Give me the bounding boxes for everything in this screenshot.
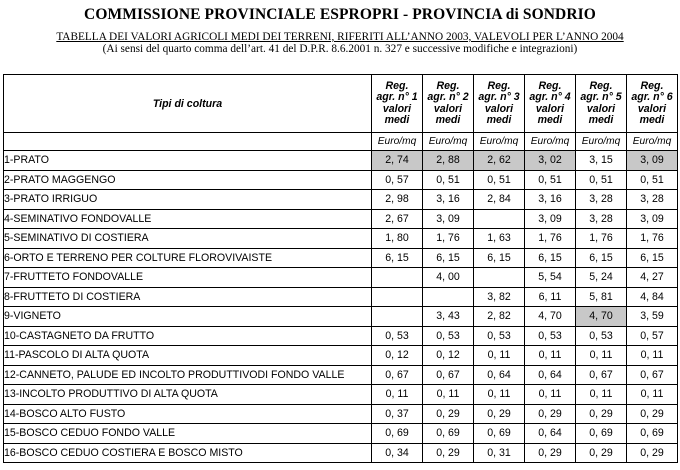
- header-line: Reg.: [436, 79, 460, 92]
- value-cell-region-6: 0, 51: [627, 170, 678, 190]
- value-cell-region-4: 0, 11: [525, 385, 576, 405]
- value-cell-region-4: 3, 16: [525, 190, 576, 210]
- value-cell-region-2: 0, 12: [423, 346, 474, 366]
- value-cell-region-6: 6, 15: [627, 248, 678, 268]
- table-row: [4, 170, 678, 190]
- unit-cell: Euro/mq: [576, 133, 627, 151]
- table-row: [4, 268, 678, 288]
- value-cell-region-1: [372, 307, 423, 327]
- value-cell-region-5: 0, 51: [576, 170, 627, 190]
- value-cell-region-6: 3, 09: [627, 209, 678, 229]
- value-cell-region-6: 0, 11: [627, 346, 678, 366]
- value-cell-region-2: 0, 53: [423, 326, 474, 346]
- value-cell-region-2: 3, 16: [423, 190, 474, 210]
- crop-type-cell: 13-INCOLTO PRODUTTIVO DI ALTA QUOTA: [4, 385, 372, 405]
- crop-type-cell: 10-CASTAGNETO DA FRUTTO: [4, 326, 372, 346]
- unit-cell: Euro/mq: [474, 133, 525, 151]
- column-header-region-5: [576, 75, 627, 133]
- value-cell-region-4: 1, 76: [525, 229, 576, 249]
- value-cell-region-6: 1, 76: [627, 229, 678, 249]
- value-cell-region-4: 0, 51: [525, 170, 576, 190]
- header-line: medi: [435, 114, 461, 126]
- value-cell-region-2: 0, 29: [423, 443, 474, 463]
- unit-cell: Euro/mq: [423, 133, 474, 151]
- value-cell-region-6: 0, 11: [627, 385, 678, 405]
- value-cell-region-1: 0, 57: [372, 170, 423, 190]
- value-cell-region-3: 0, 64: [474, 365, 525, 385]
- value-cell-region-2: [423, 287, 474, 307]
- table-body: [4, 151, 678, 463]
- header-line: medi: [384, 114, 410, 126]
- document-subtitle: TABELLA DEI VALORI AGRICOLI MEDI DEI TERRENI, RIFERITI ALL’ANNO 2003, VALEVOLI PER L’ANNO 2004: [56, 31, 624, 43]
- header-line: valori: [586, 102, 616, 115]
- column-header-region-3: [474, 75, 525, 133]
- unit-cell: Euro/mq: [372, 133, 423, 151]
- value-cell-region-4: 0, 64: [525, 424, 576, 444]
- table-row: [4, 190, 678, 210]
- header-line: Reg.: [640, 79, 664, 92]
- crop-type-cell: 9-VIGNETO: [4, 307, 372, 327]
- value-cell-region-2: 0, 11: [423, 385, 474, 405]
- value-cell-region-1: 0, 12: [372, 346, 423, 366]
- value-cell-region-4: 3, 02: [525, 151, 576, 171]
- value-cell-region-5: 1, 76: [576, 229, 627, 249]
- value-cell-region-6: 0, 67: [627, 365, 678, 385]
- header-line: medi: [639, 114, 665, 126]
- value-cell-region-4: 0, 29: [525, 443, 576, 463]
- value-cell-region-3: 2, 84: [474, 190, 525, 210]
- value-cell-region-6: 0, 29: [627, 404, 678, 424]
- value-cell-region-3: 0, 11: [474, 346, 525, 366]
- table-row: [4, 404, 678, 424]
- value-cell-region-3: 0, 69: [474, 424, 525, 444]
- value-cell-region-5: 6, 15: [576, 248, 627, 268]
- value-cell-region-5: 0, 69: [576, 424, 627, 444]
- header-line: Reg.: [487, 79, 511, 92]
- crop-type-cell: 6-ORTO E TERRENO PER COLTURE FLOROVIVAISTE: [4, 248, 372, 268]
- value-cell-region-2: 0, 69: [423, 424, 474, 444]
- value-cell-region-4: 0, 53: [525, 326, 576, 346]
- value-cell-region-3: 3, 82: [474, 287, 525, 307]
- value-cell-region-4: 3, 09: [525, 209, 576, 229]
- column-header-crop-type: Tipi di coltura: [4, 75, 372, 133]
- crop-type-cell: 4-SEMINATIVO FONDOVALLE: [4, 209, 372, 229]
- table-row: [4, 326, 678, 346]
- header-line: Reg.: [589, 79, 613, 92]
- table-row: [4, 151, 678, 171]
- column-header-region-1: [372, 75, 423, 133]
- value-cell-region-3: 0, 29: [474, 404, 525, 424]
- value-cell-region-5: 5, 81: [576, 287, 627, 307]
- unit-cell: Euro/mq: [627, 133, 678, 151]
- table-row: [4, 209, 678, 229]
- value-cell-region-1: 6, 15: [372, 248, 423, 268]
- crop-type-cell: 5-SEMINATIVO DI COSTIERA: [4, 229, 372, 249]
- value-cell-region-2: 4, 00: [423, 268, 474, 288]
- crop-type-cell: 1-PRATO: [4, 151, 372, 171]
- value-cell-region-6: 4, 27: [627, 268, 678, 288]
- value-cell-region-6: 0, 57: [627, 326, 678, 346]
- value-cell-region-1: 0, 67: [372, 365, 423, 385]
- header-line: agr. n° 2: [427, 91, 469, 103]
- table-header-row: [4, 75, 678, 133]
- header-line: agr. n° 3: [478, 91, 520, 103]
- crop-type-cell: 15-BOSCO CEDUO FONDO VALLE: [4, 424, 372, 444]
- value-cell-region-5: 0, 29: [576, 443, 627, 463]
- value-cell-region-5: 3, 28: [576, 190, 627, 210]
- value-cell-region-2: 3, 43: [423, 307, 474, 327]
- header-line: agr. n° 4: [529, 91, 571, 103]
- value-cell-region-4: 6, 15: [525, 248, 576, 268]
- value-cell-region-3: 0, 51: [474, 170, 525, 190]
- table-row: [4, 229, 678, 249]
- value-cell-region-1: 2, 74: [372, 151, 423, 171]
- value-cell-region-5: 0, 53: [576, 326, 627, 346]
- value-cell-region-3: 2, 82: [474, 307, 525, 327]
- value-cell-region-2: 3, 09: [423, 209, 474, 229]
- value-cell-region-5: 0, 11: [576, 346, 627, 366]
- units-row: [4, 133, 678, 151]
- header-line: agr. n° 6: [631, 91, 673, 103]
- value-cell-region-1: 2, 98: [372, 190, 423, 210]
- value-cell-region-2: 0, 51: [423, 170, 474, 190]
- value-cell-region-5: 0, 11: [576, 385, 627, 405]
- crop-type-cell: 3-PRATO IRRIGUO: [4, 190, 372, 210]
- crop-type-cell: 12-CANNETO, PALUDE ED INCOLTO PRODUTTIVODI FONDO VALLE: [4, 365, 372, 385]
- table-row: [4, 248, 678, 268]
- value-cell-region-1: [372, 268, 423, 288]
- agricultural-values-table: [3, 74, 678, 463]
- crop-type-cell: 16-BOSCO CEDUO COSTIERA E BOSCO MISTO: [4, 443, 372, 463]
- value-cell-region-6: 3, 28: [627, 190, 678, 210]
- crop-type-cell: 8-FRUTTETO DI COSTIERA: [4, 287, 372, 307]
- value-cell-region-4: 0, 64: [525, 365, 576, 385]
- header-line: Reg.: [538, 79, 562, 92]
- value-cell-region-1: [372, 287, 423, 307]
- value-cell-region-3: 0, 31: [474, 443, 525, 463]
- value-cell-region-4: 6, 11: [525, 287, 576, 307]
- value-cell-region-6: 0, 29: [627, 443, 678, 463]
- value-cell-region-2: 6, 15: [423, 248, 474, 268]
- column-header-region-6: [627, 75, 678, 133]
- crop-type-cell: 2-PRATO MAGGENGO: [4, 170, 372, 190]
- header-line: valori: [433, 102, 463, 115]
- column-header-region-2: [423, 75, 474, 133]
- value-cell-region-5: 3, 15: [576, 151, 627, 171]
- value-cell-region-6: 0, 69: [627, 424, 678, 444]
- value-cell-region-4: 0, 11: [525, 346, 576, 366]
- header-line: medi: [537, 114, 563, 126]
- crop-type-cell: 11-PASCOLO DI ALTA QUOTA: [4, 346, 372, 366]
- value-cell-region-2: 0, 29: [423, 404, 474, 424]
- header-line: valori: [484, 102, 514, 115]
- value-cell-region-2: 0, 67: [423, 365, 474, 385]
- value-cell-region-5: 4, 70: [576, 307, 627, 327]
- header-line: valori: [637, 102, 667, 115]
- header-line: agr. n° 1: [376, 91, 418, 103]
- value-cell-region-6: 4, 84: [627, 287, 678, 307]
- document-title: COMMISSIONE PROVINCIALE ESPROPRI - PROVINCIA di SONDRIO: [84, 6, 596, 23]
- header-line: Reg.: [385, 79, 409, 92]
- value-cell-region-5: 3, 28: [576, 209, 627, 229]
- value-cell-region-4: 4, 70: [525, 307, 576, 327]
- value-cell-region-2: 1, 76: [423, 229, 474, 249]
- table-row: [4, 424, 678, 444]
- value-cell-region-1: 0, 53: [372, 326, 423, 346]
- table-row: [4, 443, 678, 463]
- table-row: [4, 287, 678, 307]
- value-cell-region-3: 2, 62: [474, 151, 525, 171]
- value-cell-region-1: 0, 69: [372, 424, 423, 444]
- value-cell-region-6: 3, 09: [627, 151, 678, 171]
- value-cell-region-2: 2, 88: [423, 151, 474, 171]
- value-cell-region-3: [474, 209, 525, 229]
- column-header-region-4: [525, 75, 576, 133]
- value-cell-region-1: 0, 37: [372, 404, 423, 424]
- value-cell-region-3: 6, 15: [474, 248, 525, 268]
- header-line: valori: [382, 102, 412, 115]
- value-cell-region-4: 5, 54: [525, 268, 576, 288]
- value-cell-region-5: 0, 67: [576, 365, 627, 385]
- header-line: agr. n° 5: [580, 91, 622, 103]
- value-cell-region-6: 3, 59: [627, 307, 678, 327]
- legal-reference-note: (Ai sensi del quarto comma dell’art. 41 del D.P.R. 8.6.2001 n. 327 e successive modifiche e integrazioni): [102, 43, 578, 55]
- value-cell-region-1: 0, 34: [372, 443, 423, 463]
- value-cell-region-1: 0, 11: [372, 385, 423, 405]
- value-cell-region-5: 5, 24: [576, 268, 627, 288]
- header-line: valori: [535, 102, 565, 115]
- value-cell-region-3: 0, 53: [474, 326, 525, 346]
- value-cell-region-3: [474, 268, 525, 288]
- value-cell-region-5: 0, 29: [576, 404, 627, 424]
- unit-cell: Euro/mq: [525, 133, 576, 151]
- units-row-empty-cell: [4, 133, 372, 151]
- header-line: medi: [486, 114, 512, 126]
- table-row: [4, 307, 678, 327]
- table-row: [4, 385, 678, 405]
- table-row: [4, 346, 678, 366]
- table-row: [4, 365, 678, 385]
- value-cell-region-3: 0, 11: [474, 385, 525, 405]
- value-cell-region-3: 1, 63: [474, 229, 525, 249]
- value-cell-region-1: 1, 80: [372, 229, 423, 249]
- crop-type-cell: 14-BOSCO ALTO FUSTO: [4, 404, 372, 424]
- header-line: medi: [588, 114, 614, 126]
- value-cell-region-4: 0, 29: [525, 404, 576, 424]
- crop-type-cell: 7-FRUTTETO FONDOVALLE: [4, 268, 372, 288]
- value-cell-region-1: 2, 67: [372, 209, 423, 229]
